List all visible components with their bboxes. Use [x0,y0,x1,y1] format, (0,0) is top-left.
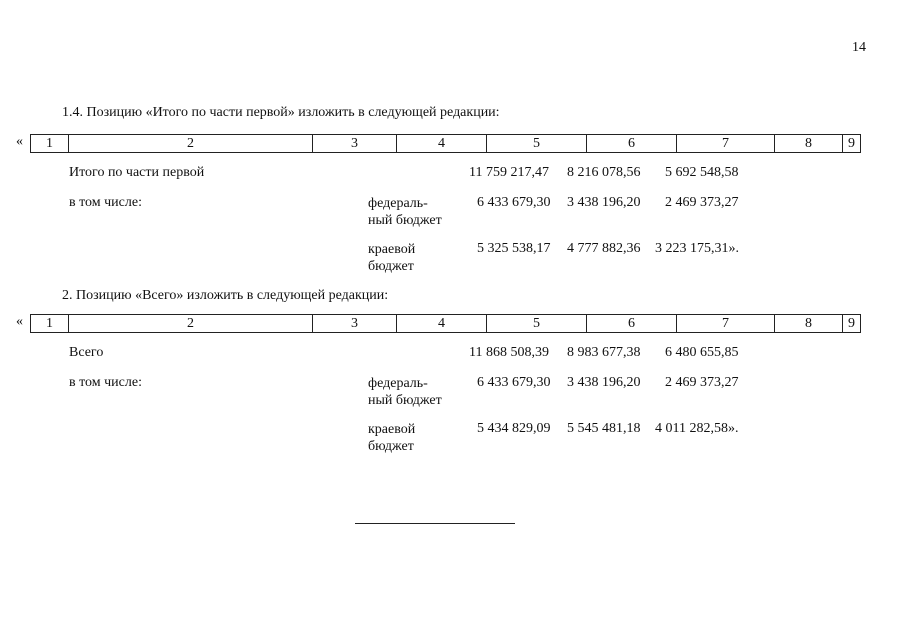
value-col5: 6 433 679,30 [477,195,551,210]
value-col6: 5 545 481,18 [567,421,641,436]
value-col7: 3 223 175,31». [655,241,739,256]
column-number: 1 [31,315,69,333]
column-number: 2 [69,315,313,333]
value-col7: 6 480 655,85 [665,345,739,360]
section1-quote-open: « [16,134,23,149]
section1-heading: 1.4. Позицию «Итого по части первой» изложить в следующей редакции: [62,105,500,120]
column-number: 6 [587,135,677,153]
row-label: Всего [69,345,104,360]
column-number: 4 [397,135,487,153]
value-col5: 6 433 679,30 [477,375,551,390]
section1-column-numbers [30,134,861,153]
column-number: 3 [313,135,397,153]
column-number: 6 [587,315,677,333]
value-col7: 4 011 282,58». [655,421,739,436]
row-label: в том числе: [69,375,142,390]
section2-column-numbers [30,314,861,333]
column-number: 2 [69,135,313,153]
signature-line [355,523,515,524]
column-number: 1 [31,135,69,153]
value-col7: 2 469 373,27 [665,375,739,390]
page-number: 14 [852,40,866,55]
value-col7: 2 469 373,27 [665,195,739,210]
column-number: 9 [843,135,861,153]
column-number: 7 [677,315,775,333]
column-number: 8 [775,135,843,153]
budget-type: федераль- ный бюджет [368,196,442,228]
section2-heading: 2. Позицию «Всего» изложить в следующей редакции: [62,288,389,303]
value-col5: 5 434 829,09 [477,421,551,436]
value-col6: 3 438 196,20 [567,195,641,210]
column-number: 5 [487,315,587,333]
value-col5: 11 868 508,39 [469,345,549,360]
value-col7: 5 692 548,58 [665,165,739,180]
value-col6: 8 216 078,56 [567,165,641,180]
budget-type: краевой бюджет [368,242,416,274]
column-number: 5 [487,135,587,153]
section2-quote-open: « [16,314,23,329]
column-number: 3 [313,315,397,333]
value-col5: 5 325 538,17 [477,241,551,256]
value-col5: 11 759 217,47 [469,165,549,180]
column-number: 4 [397,315,487,333]
column-number: 9 [843,315,861,333]
value-col6: 3 438 196,20 [567,375,641,390]
value-col6: 8 983 677,38 [567,345,641,360]
budget-type: краевой бюджет [368,422,416,454]
column-number: 8 [775,315,843,333]
budget-type: федераль- ный бюджет [368,376,442,408]
row-label: в том числе: [69,195,142,210]
value-col6: 4 777 882,36 [567,241,641,256]
column-number: 7 [677,135,775,153]
row-label: Итого по части первой [69,165,205,180]
